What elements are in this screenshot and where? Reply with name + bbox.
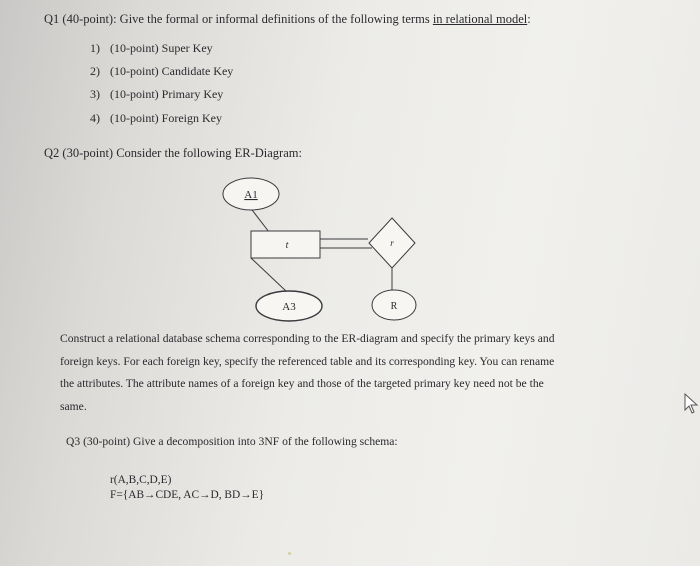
q2-instruction-line: foreign keys. For each foreign key, specify the referenced table and its corresponding key. You can rename (60, 354, 555, 368)
mouse-pointer-icon (683, 393, 699, 415)
q2-instruction-line: Construct a relational database schema corresponding to the ER-diagram and specify the primary keys and (60, 332, 555, 345)
q1-item-text: (10-point) Primary Key (110, 87, 224, 102)
paper-speck (288, 552, 291, 555)
attribute-a3-label: A3 (282, 301, 296, 313)
q3-functional-dependencies: F={AB→CDE, AC→D, BD→E} (110, 489, 265, 501)
entity-label: t (285, 240, 289, 251)
q1-item-number: 4) (90, 110, 100, 125)
q1-heading-prefix: Q1 (40-point): Give the formal or informal definitions of the following terms (44, 12, 433, 26)
q1-item-number: 1) (90, 41, 100, 55)
attribute-r-label: R (390, 301, 398, 312)
q1-item-number: 3) (90, 87, 100, 102)
attribute-a1-label: A1 (244, 189, 258, 201)
q1-item-text: (10-point) Candidate Key (110, 64, 234, 79)
q2-instruction-line: same. (60, 399, 87, 413)
q1-item-text: (10-point) Foreign Key (110, 110, 222, 125)
q3-schema (110, 473, 264, 503)
q1-item-number: 2) (90, 64, 100, 79)
q1-heading-underlined: in relational model (432, 12, 528, 26)
q3-heading: Q3 (30-point) Give a decomposition into 3NF of the following schema: (66, 435, 398, 448)
q2-instructions (60, 328, 590, 418)
q2-heading: Q2 (30-point) Consider the following ER-Diagram: (44, 146, 302, 160)
q3-relation: r(A,B,C,D,E) (110, 474, 172, 486)
q1-heading-suffix: : (527, 12, 531, 26)
q1-item-text: (10-point) Super Key (110, 41, 213, 55)
relationship-label: r (390, 238, 394, 248)
q2-instruction-line: the attributes. The attribute names of a foreign key and those of the targeted primary key need not be the (60, 377, 544, 390)
a3-connector-line (251, 258, 287, 292)
